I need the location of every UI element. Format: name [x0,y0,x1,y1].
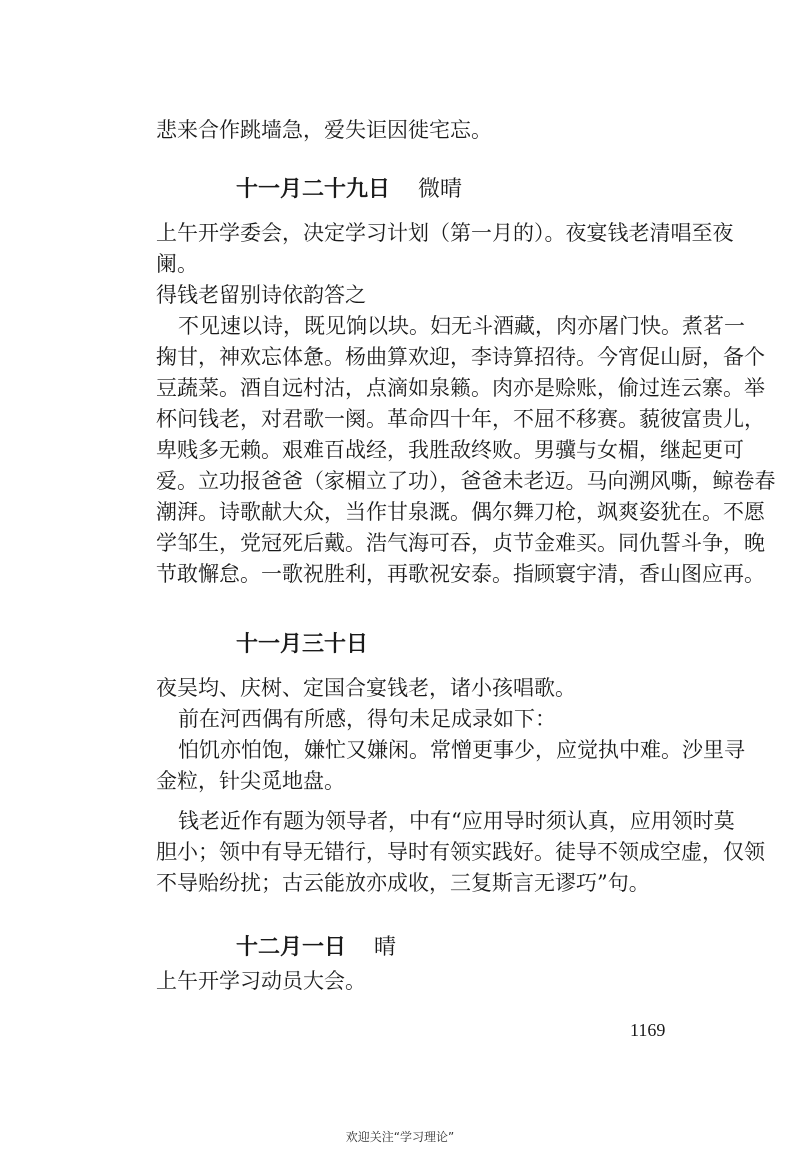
text-line: 胆小；领中有导无错行，导时有领实践好。徒导不领成空虚，仅领 [156,840,765,864]
text-line: 学邹生，党冠死后戴。浩气海可吞，贞节金难买。同仇誓斗争，晚 [156,531,765,555]
entry-heading-dec1 [236,930,396,961]
entry-heading-nov29 [236,172,462,203]
text-line: 上午开学委会，决定学习计划（第一月的）。夜宴钱老清唱至夜 [156,221,734,245]
text-line: 卑贱多无赖。艰难百战经，我胜敌终败。男骥与女楣，继起更可 [156,438,744,462]
text-line: 不导贻纷扰；古云能放亦成收，三复斯言无谬巧”句。 [156,871,650,895]
text-line: 金粒，针尖觅地盘。 [156,769,345,793]
entry-date: 十二月一日 [236,935,347,960]
poem-title: 得钱老留别诗依韵答之 [156,283,366,307]
text-line: 怕饥亦怕饱，嫌忙又嫌闲。常憎更事少，应觉执中难。沙里寻 [178,738,745,762]
text-line: 潮湃。诗歌献大众，当作甘泉溉。偶尔舞刀枪，飒爽姿犹在。不愿 [156,500,765,524]
entry-weather: 晴 [374,935,397,960]
entry-heading-nov30 [236,627,368,658]
entry-weather: 微晴 [418,177,463,202]
entry-date: 十一月三十日 [236,632,369,657]
text-line: 前在河西偶有所感，得句未足成录如下： [178,707,556,731]
text-line: 爱。立功报爸爸（家楣立了功），爸爸未老迈。马向溯风嘶，鲸卷春 [156,469,776,493]
text-line: 不见速以诗，既见饷以块。妇无斗酒藏，肉亦屠门快。煮茗一 [178,314,745,338]
text-line: 钱老近作有题为领导者，中有“应用导时须认真，应用领时莫 [178,809,735,833]
page-number: 1169 [630,1020,666,1040]
footer-watermark: 欢迎关注“学习理论” [345,1130,455,1144]
text-line: 夜吴均、庆树、定国合宴钱老，诸小孩唱歌。 [156,676,576,700]
verse-tail: 悲来合作跳墙急，爱失讵因徙宅忘。 [156,118,492,142]
text-line: 阑。 [156,252,198,276]
text-line: 掬甘，神欢忘体惫。杨曲算欢迎，李诗算招待。今宵促山厨，备个 [156,345,765,369]
text-line: 上午开学习动员大会。 [156,969,366,993]
text-line: 豆蔬菜。酒自远村沽，点滴如泉籁。肉亦是赊账，偷过连云寨。举 [156,376,765,400]
text-line: 节敢懈怠。一歌祝胜利，再歌祝安泰。指顾寰宇清，香山图应再。 [156,562,765,586]
text-line: 杯问钱老，对君歌一阕。革命四十年，不屈不移赛。藐彼富贵儿， [156,407,765,431]
entry-date: 十一月二十九日 [236,177,391,202]
